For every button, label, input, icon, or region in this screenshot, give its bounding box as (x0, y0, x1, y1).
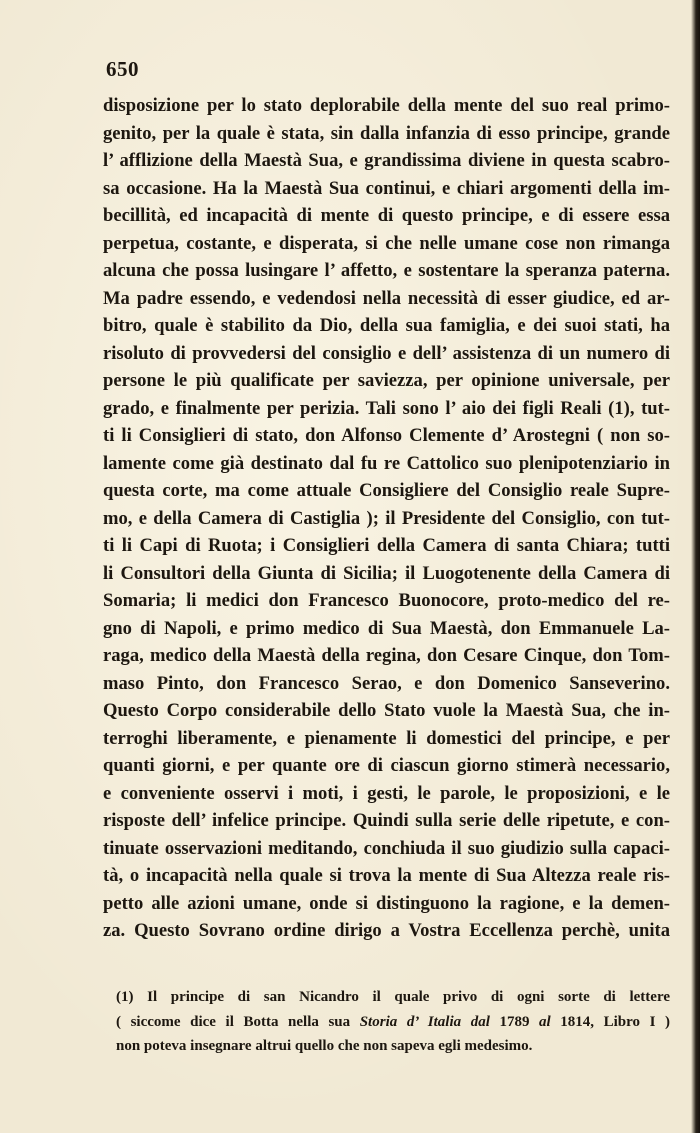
footnote-line: (1) Il principe di san Nicandro il quale privo di ogni sorte di lettere (116, 989, 670, 1005)
text-line: Ma padre essendo, e vedendosi nella necessità di esser giudice, ed ar- (103, 287, 670, 309)
text-line: bitro, quale è stabilito da Dio, della sua famiglia, e dei suoi stati, ha (103, 315, 670, 336)
text-line: ti li Consiglieri di stato, don Alfonso Clemente d’ Arostegni ( non so- (103, 425, 670, 446)
text-line: sa occasione. Ha la Maestà Sua continui, e chiari argomenti della im- (103, 177, 670, 199)
text-line: grado, e finalmente per perizia. Tali sono l’ aio dei figli Reali (1), tut- (103, 397, 670, 419)
text-line: tà, o incapacità nella quale si trova la mente di Sua Altezza reale ris- (103, 865, 670, 886)
text-line: lamente come già destinato dal fu re Cattolico suo plenipotenziario in (103, 452, 670, 474)
text-line: raga, medico della Maestà della regina, don Cesare Cinque, don Tom- (103, 645, 670, 666)
page-number: 650 (106, 57, 139, 81)
text-line: risoluto di provvedersi del consiglio e dell’ assistenza di un numero di (103, 342, 670, 364)
footnote-line (116, 1010, 670, 1035)
text-line: disposizione per lo stato deplorabile della mente del suo real primo- (103, 95, 670, 116)
text-line: becillità, ed incapacità di mente di questo principe, e di essere essa (103, 205, 670, 226)
text-line: Somaria; li medici don Francesco Buonocore, proto-medico del re- (103, 590, 670, 611)
text-line: ti li Capi di Ruota; i Consiglieri della Camera di santa Chiara; tutti (103, 535, 670, 556)
text-line: persone le più qualificate per saviezza, per opinione universale, per (103, 370, 670, 391)
page-edge-shadow (691, 0, 700, 1133)
text-line: terroghi liberamente, e pienamente li domestici del principe, e per (103, 727, 670, 749)
footnote-text: 1789 (489, 1013, 540, 1030)
text-line: za. Questo Sovrano ordine dirigo a Vostra Eccellenza perchè, unita (103, 920, 670, 941)
text-line: e conveniente osservi i moti, i gesti, le parole, le proposizioni, e le (103, 782, 670, 804)
text-line: tinuate osservazioni meditando, conchiuda il suo giudizio sulla capaci- (103, 837, 670, 859)
footnote-italic-title: Storia d’ Italia dal (359, 1013, 490, 1030)
text-line: petto alle azioni umane, onde si distinguono la ragione, e la demen- (103, 892, 670, 914)
text-line: questa corte, ma come attuale Consigliere del Consiglio reale Supre- (103, 480, 670, 501)
text-line: Questo Corpo considerabile dello Stato vuole la Maestà Sua, che in- (103, 700, 670, 721)
text-line: l’ afflizione della Maestà Sua, e grandissima diviene in questa scabro- (103, 150, 670, 171)
text-line: perpetua, costante, e disperata, si che nelle umane cose non rimanga (103, 232, 670, 254)
text-line: maso Pinto, don Francesco Serao, e don Domenico Sanseverino. (103, 672, 670, 694)
body-text (103, 92, 670, 945)
text-line: li Consultori della Giunta di Sicilia; il Luogotenente della Camera di (103, 562, 670, 584)
text-line: alcuna che possa lusingare l’ affetto, e sostentare la speranza paterna. (103, 260, 670, 281)
footnote-line: non poteva insegnare altrui quello che non sapeva egli medesimo. (116, 1038, 533, 1054)
footnote-italic-word: al (539, 1013, 551, 1030)
text-line: mo, e della Camera di Castiglia ); il Presidente del Consiglio, con tut- (103, 507, 670, 529)
text-line: gno di Napoli, e primo medico di Sua Maestà, don Emmanuele La- (103, 617, 670, 639)
text-line: quanti giorni, e per quante ore di ciascun giorno stimerà necessario, (103, 755, 670, 776)
footnote-text: ( siccome dice il Botta nella sua (116, 1013, 360, 1030)
footnote-text: 1814, Libro I ) (550, 1013, 670, 1030)
text-line: genito, per la quale è stata, sin dalla infanzia di esso principe, grande (103, 122, 670, 144)
footnote (116, 985, 670, 1059)
text-line: risposte dell’ infelice principe. Quindi sulla serie delle ripetute, e con- (103, 810, 670, 831)
